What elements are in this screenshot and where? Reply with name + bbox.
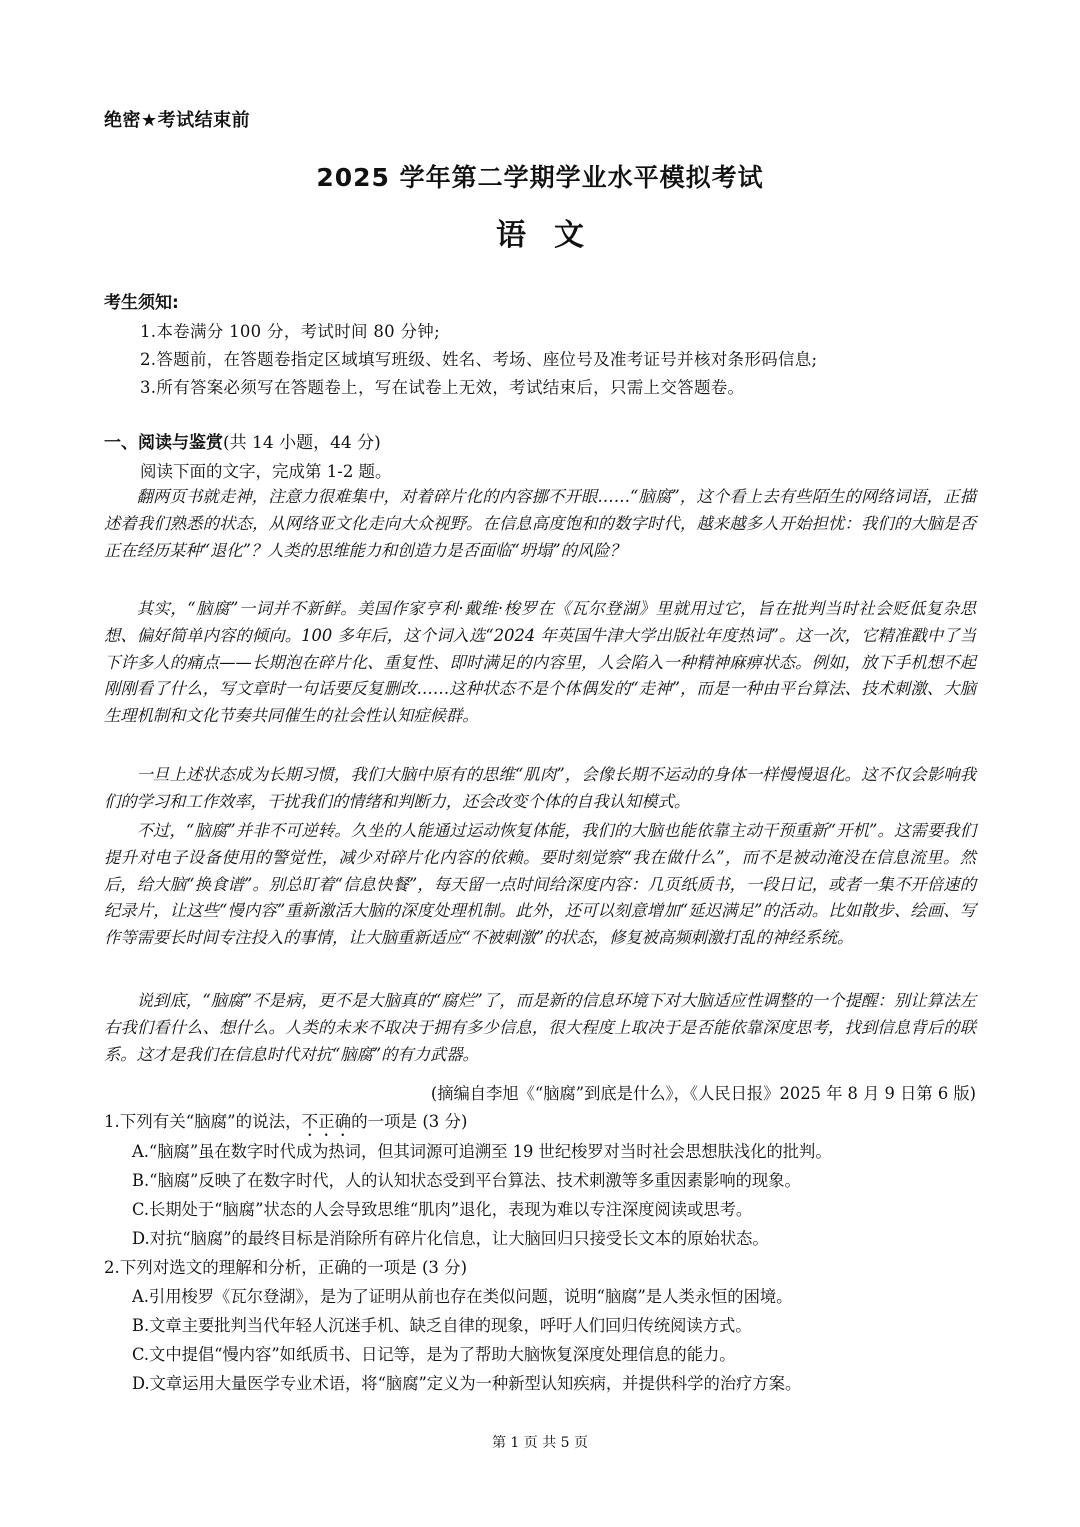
subject-title: 语文 [496,218,612,253]
confidential-label: 绝密★考试结束前 [104,110,251,131]
page-number: 第 1 页 共 5 页 [491,1435,589,1451]
passage-paragraph-3: 一旦上述状态成为长期习惯，我们大脑中原有的思维“肌肉”，会像长期不运动的身体一样慢慢退化。这不仅会影响我们的学习和工作效率，干扰我们的情绪和判断力，还会改变个体的自我认知模式。 [104,765,976,811]
question-1-emphasis: 不正确 [301,1112,352,1131]
section-meta: (共 14 小题，44 分) [223,433,381,453]
passage-paragraph-1: 翻两页书就走神，注意力很难集中，对着碎片化的内容挪不开眼……“脑腐”，这个看上去有些陌生的网络词语，正描述着我们熟悉的状态，从网络亚文化走向大众视野。在信息高度饱和的数字时代，越来越多人开始担忧：我们的大脑是否正在经历某种“退化”？人类的思维能力和创造力是否面临“坍塌”的风险？ [104,487,976,560]
question-1-stem [104,1108,468,1140]
notice-item-2: 2.答题前，在答题卷指定区域填写班级、姓名、考场、座位号及准考证号并核对条形码信息; [140,350,818,369]
question-1-option-d: D.对抗“脑腐”的最终目标是消除所有碎片化信息，让大脑回归只接受长文本的原始状态。 [132,1229,769,1248]
section-intro: 阅读下面的文字，完成第 1-2 题。 [140,462,392,481]
question-2-option-b: B.文章主要批判当代年轻人沉迷手机、缺乏自律的现象，呼吁人们回归传统阅读方式。 [132,1316,752,1335]
passage-source: (摘编自李旭《“脑腐”到底是什么》，《人民日报》2025 年 8 月 9 日第 6 版) [430,1084,976,1103]
passage-paragraph-5: 说到底，“脑腐”不是病，更不是大脑真的“腐烂”了，而是新的信息环境下对大脑适应性调整的一个提醒：别让算法左右我们看什么、想什么。人类的未来不取决于拥有多少信息，很大程度上取决于是否能依靠深度思考，找到信息背后的联系。这才是我们在信息时代对抗“脑腐”的有力武器。 [104,991,976,1064]
section-heading [104,428,381,453]
question-1-option-c: C.长期处于“脑腐”状态的人会导致思维“肌肉”退化，表现为难以专注深度阅读或思考。 [132,1200,753,1219]
question-2-option-d: D.文章运用大量医学专业术语，将“脑腐”定义为一种新型认知疾病，并提供科学的治疗方案。 [132,1374,802,1393]
question-1-stem-tail: 的一项是 (3 分) [351,1112,468,1131]
question-1-stem-text: 1.下列有关“脑腐”的说法， [104,1112,302,1131]
notice-item-1: 1.本卷满分 100 分，考试时间 80 分钟; [140,322,440,341]
question-1-option-a: A.“脑腐”虽在数字时代成为热词，但其词源可追溯至 19 世纪梭罗对当时社会思想肤浅化的批判。 [132,1142,832,1161]
exam-title: 2025 学年第二学期学业水平模拟考试 [316,163,764,192]
notice-heading: 考生须知: [104,293,179,313]
question-2-option-c: C.文中提倡“慢内容”如纸质书、日记等，是为了帮助大脑恢复深度处理信息的能力。 [132,1345,736,1364]
section-title: 一、阅读与鉴赏 [104,433,223,453]
question-1-option-b: B.“脑腐”反映了在数字时代，人的认知状态受到平台算法、技术刺激等多重因素影响的现象。 [132,1171,801,1190]
question-2-stem: 2.下列对选文的理解和分析，正确的一项是 (3 分) [104,1258,468,1277]
passage-paragraph-4: 不过，“脑腐”并非不可逆转。久坐的人能通过运动恢复体能，我们的大脑也能依靠主动干预重新“开机”。这需要我们提升对电子设备使用的警觉性，减少对碎片化内容的依赖。要时刻觉察“我在做什么”，而不是被动淹没在信息流里。然后，给大脑“换食谱”。别总盯着“信息快餐”，每天留一点时间给深度内容：几页纸质书，一段日记，或者一集不开倍速的纪录片，让这些“慢内容”重新激活大脑的深度处理机制。此外，还可以刻意增加“延迟满足”的活动。比如散步、绘画、写作等需要长时间专注投入的事情，让大脑重新适应“不被刺激”的状态，修复被高频刺激打乱的神经系统。 [104,821,976,948]
question-2-option-a: A.引用梭罗《瓦尔登湖》，是为了证明从前也存在类似问题，说明“脑腐”是人类永恒的困境。 [132,1287,793,1306]
notice-item-3: 3.所有答案必须写在答题卷上，写在试卷上无效，考试结束后，只需上交答题卷。 [140,378,745,397]
passage-paragraph-2: 其实，“脑腐”一词并不新鲜。美国作家亨利·戴维·梭罗在《瓦尔登湖》里就用过它，旨在批判当时社会贬低复杂思想、偏好简单内容的倾向。100 多年后，这个词入选“2024 年英国牛津大学出版社年度热词”。这一次，它精准戳中了当下许多人的痛点——长期泡在碎片化、重复性、即时满足的内容里，人会陷入一种精神麻痹状态。例如，放下手机想不起刚刚看了什么，写文章时一句话要反复删改……这种状态不是个体偶发的“走神”，而是一种由平台算法、技术刺激、大脑生理机制和文化节奏共同催生的社会性认知症候群。 [104,599,976,726]
